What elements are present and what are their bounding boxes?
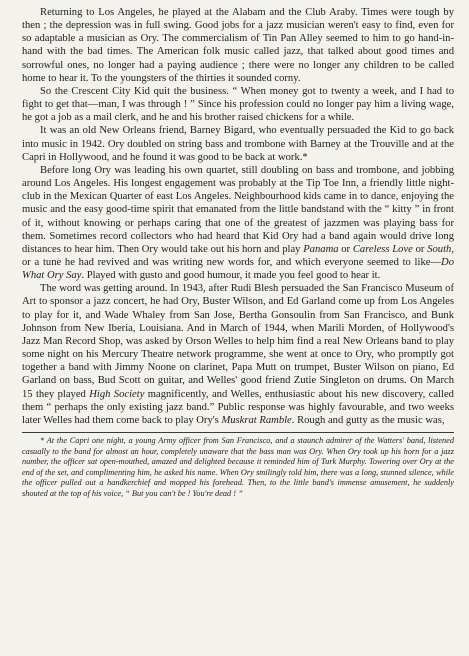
song-title-panama: Panama [303,243,339,255]
paragraph-4-text: Before long Ory was leading his own quartet, still doubling on bass and trombone, and jobbing around Los Angeles. His longest engagement was probably at the Tip Toe Inn, a friendly little night-club in the Mexican Quarter of east Los Angeles. Neighbourhood kids came in to dance, enjoying the music and the easy good-time spirit that emanated from the little bandstand with the “ kitty ” in front of it, without knowing or perhaps caring that one of the greatest of jazzmen was playing bass for them. Sometimes record collectors who had heard that Kid Ory had a band again would drive long distances to hear him. Then Ory would take out his horn and play [22,164,454,255]
paragraph-4-text: , or a tune he had revived and was writing new words for, and which everyone seemed to like— [22,243,454,268]
paragraph-4 [22,164,454,282]
paragraph-5 [22,282,454,427]
paragraph-1: Returning to Los Angeles, he played at the Alabam and the Club Araby. Times were tough by then ; the depression was in full swing. Good jobs for a jazz musician weren't easy to find, even for so adaptable a musician as Ory. The commercialism of Tin Pan Alley seemed to him to go hand-in-hand with the bad times. The American folk music called jazz, that talked about good times and sorrowful ones, no longer had a paying audience ; there were no longer any children to be called home to hear it. To the youngsters of the thirties it sounded corny. [22,7,454,84]
paragraph-5-text: . Rough and gutty as the music was, [291,414,445,426]
footnote: * At the Capri one night, a young Army officer from San Francisco, and a staunch admirer of the Watters' band, listened casually to the band for almost an hour, completely unaware that the bass man was Ory. When Ory took up his horn for a jazz number, the officer sat open-mouthed, amazed and delighted because it reminded him of Turk Murphy. Towering over Ory at the end of the set, and complimenting him, he asked his name. When Ory smilingly told him, there was a long, stunned silence, while the officer pulled out a handkerchief and mopped his forehead. Then, to the little band's immense amusement, he suddenly shouted at the top of his voice, “ But you can't be ! You're dead ! ” [22,436,454,498]
song-title-careless-love: Careless Love [352,243,413,255]
song-title-do-what-ory-say: Do What Ory Say [22,256,454,282]
paragraph-5-text: The word was getting around. In 1943, after Rudi Blesh persuaded the San Francisco Museum of Art to sponsor a jazz concert, he had Ory, Buster Wilson, and Ed Garland come up from Los Angeles to play for it, and Wade Whaley from San Jose, Bertha Gonsoulin from San Francisco, and Bunk Johnson from New Iberia, Louisiana. And in March of 1944, when Marili Morden, of Hollywood's Jazz Man Record Shop, was asked by Orson Welles to help him find a real New Orleans band to play some night on his Mercury Theatre network programme, she went at once to Ory, who promptly got together a band with Jimmy Noone on clarinet, Papa Mutt on trumpet, Buster Wilson on piano, Ed Garland on bass, Bud Scott on guitar, and Welles' good friend Zutie Singleton on drums. On March 15 they played [22,283,454,400]
paragraph-4-text: or [338,243,353,255]
paragraph-5-text: magnificently, and Welles, enthusiastic about his new discovery, called them “ perhaps the only existing jazz band.” Public response was highly favourable, and two weeks later Welles had them come back to play Ory's [22,388,454,426]
footnote-divider [22,432,454,433]
song-title-muskrat-ramble: Muskrat Ramble [221,414,292,426]
song-title-high-society: High Society [89,388,145,400]
book-page [22,6,454,500]
song-title-south: South [427,243,452,255]
paragraph-3: It was an old New Orleans friend, Barney Bigard, who eventually persuaded the Kid to go back into music in 1942. Ory doubled on string bass and trombone with Barney at the Trouville and at the Capri in Hollywood, and he found it was good to be back at work.* [22,125,454,163]
paragraph-2: So the Crescent City Kid quit the business. “ When money got to twenty a week, and I had to fight to get that—man, I was through ! ” Since his profession could no longer pay him a living wage, he got a job as a mail clerk, and he and his brother raised chickens for a while. [22,85,454,124]
paragraph-4-text: . Played with gusto and good humour, it made you feel good to hear it. [81,270,381,282]
paragraph-4-text: or [412,243,428,255]
